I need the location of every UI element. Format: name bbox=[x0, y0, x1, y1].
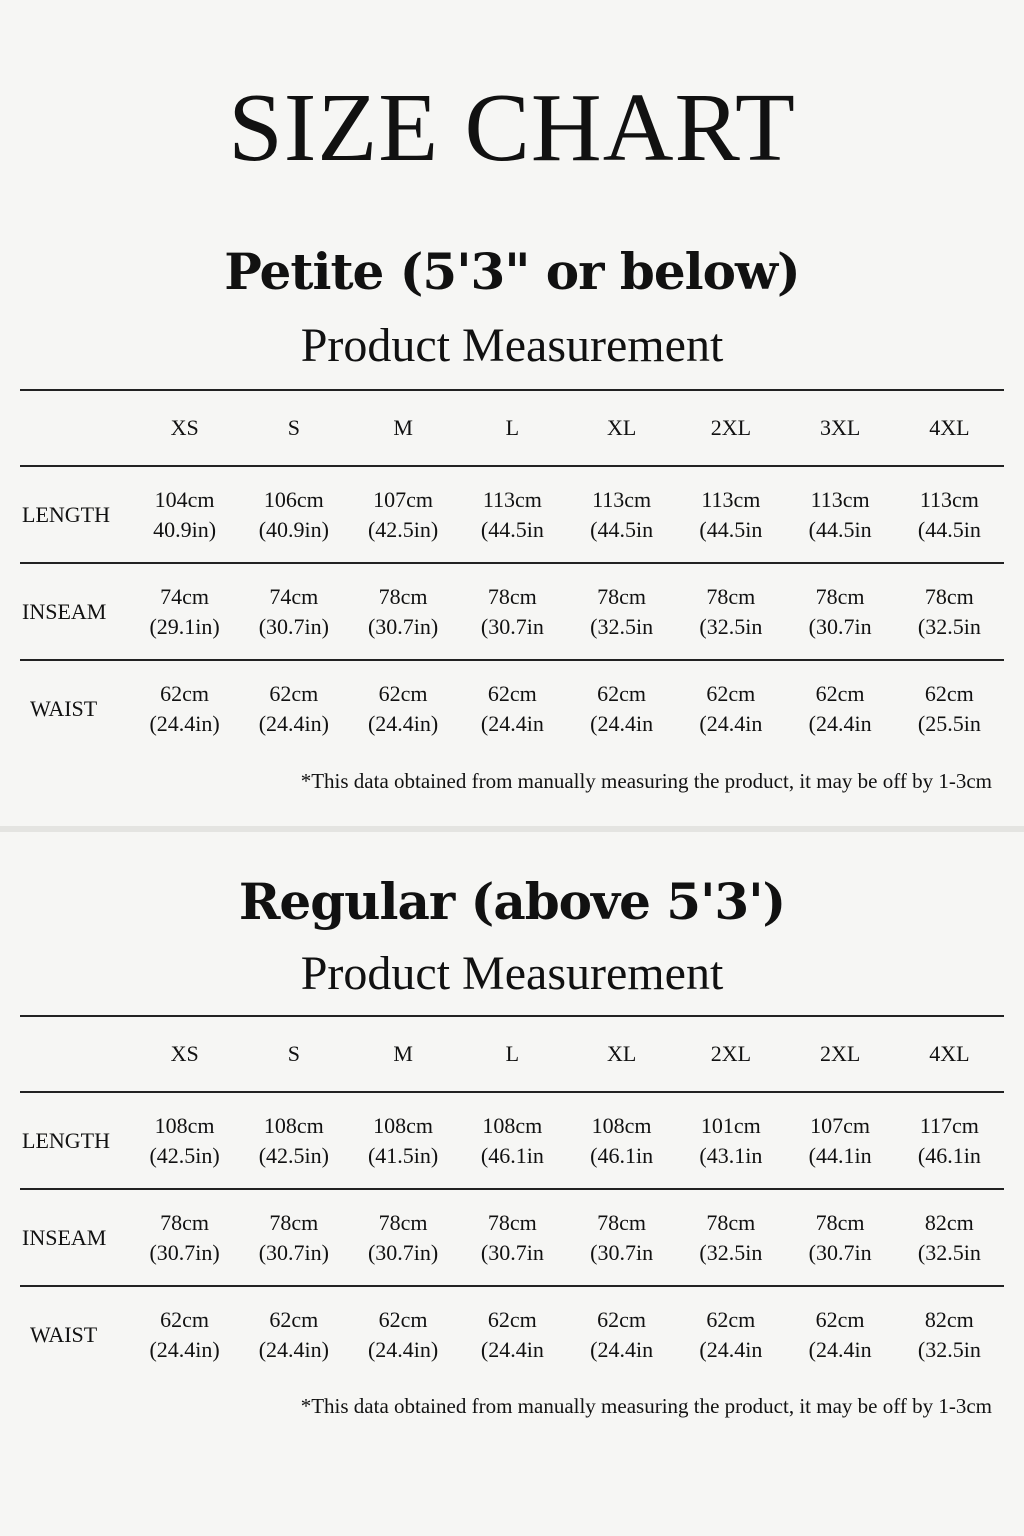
measurement-cell bbox=[786, 466, 895, 563]
size-header-m: M bbox=[393, 1041, 413, 1066]
table-header-row bbox=[20, 390, 1004, 466]
measurement-cell bbox=[895, 1189, 1004, 1286]
table-row-length bbox=[20, 1092, 1004, 1189]
measurement-cell bbox=[458, 466, 567, 563]
in-value: (40.9in) bbox=[258, 516, 329, 542]
cm-value: 78cm bbox=[706, 1209, 756, 1235]
table-row-inseam bbox=[20, 563, 1004, 660]
cm-value: 78cm bbox=[487, 583, 537, 609]
in-value: (42.5in) bbox=[367, 516, 439, 542]
petite-subheading: Product Measurement bbox=[300, 319, 724, 372]
size-header-4xl: 4XL bbox=[929, 1041, 970, 1066]
measurement-cell bbox=[349, 660, 458, 757]
in-value: (24.4in) bbox=[149, 711, 220, 736]
size-header-xl: XL bbox=[606, 1041, 637, 1066]
table-row-inseam bbox=[20, 1189, 1004, 1286]
in-value: (24.4in bbox=[590, 711, 654, 736]
cm-value: 62cm bbox=[378, 1307, 428, 1332]
in-value: (32.5in bbox=[917, 1239, 981, 1265]
table-row-length bbox=[20, 466, 1004, 563]
measurement-cell bbox=[676, 563, 785, 660]
measurement-cell bbox=[349, 1092, 458, 1189]
cm-value: 78cm bbox=[487, 1209, 537, 1235]
measurement-cell bbox=[676, 660, 785, 757]
cm-value: 62cm bbox=[487, 1307, 537, 1332]
measurement-cell bbox=[458, 1092, 567, 1189]
in-value: (24.4in) bbox=[367, 1337, 439, 1362]
regular-disclaimer: *This data obtained from manually measuring the product, it may be off by 1-3cm bbox=[300, 1394, 992, 1418]
measurement-cell bbox=[349, 466, 458, 563]
measurement-cell bbox=[567, 1286, 676, 1383]
cm-value: 78cm bbox=[924, 583, 974, 609]
measurement-cell bbox=[567, 563, 676, 660]
measurement-cell bbox=[458, 563, 567, 660]
size-header-4xl: 4XL bbox=[929, 415, 970, 440]
header-blank bbox=[20, 390, 130, 466]
cm-value: 82cm bbox=[924, 1209, 974, 1235]
cm-value: 82cm bbox=[924, 1307, 974, 1332]
measurement-cell bbox=[786, 1092, 895, 1189]
in-value: (30.7in) bbox=[367, 613, 439, 639]
in-value: (44.5in bbox=[480, 516, 544, 542]
cm-value: 62cm bbox=[269, 1307, 319, 1332]
row-label-length: LENGTH bbox=[22, 501, 110, 527]
measurement-cell bbox=[239, 466, 348, 563]
in-value: (44.5in bbox=[590, 516, 654, 542]
in-value: (30.7in) bbox=[258, 613, 329, 639]
cm-value: 107cm bbox=[373, 486, 434, 512]
measurement-cell bbox=[130, 660, 239, 757]
cm-value: 78cm bbox=[378, 1209, 428, 1235]
cm-value: 62cm bbox=[597, 1307, 647, 1332]
in-value: (32.5in bbox=[699, 1239, 763, 1265]
in-value: (42.5in) bbox=[149, 1142, 220, 1168]
in-value: (32.5in bbox=[917, 1337, 981, 1362]
in-value: (30.7in bbox=[480, 1239, 544, 1265]
cm-value: 108cm bbox=[482, 1112, 543, 1138]
measurement-cell bbox=[458, 660, 567, 757]
in-value: (41.5in) bbox=[367, 1142, 439, 1168]
cm-value: 108cm bbox=[263, 1112, 324, 1138]
measurement-cell bbox=[239, 1092, 348, 1189]
petite-size-table bbox=[20, 389, 1004, 757]
regular-section bbox=[0, 832, 1024, 1536]
row-label-waist: WAIST bbox=[30, 1322, 98, 1347]
in-value: (42.5in) bbox=[258, 1142, 329, 1168]
measurement-cell bbox=[676, 1189, 785, 1286]
measurement-cell bbox=[786, 660, 895, 757]
in-value: (24.4in bbox=[808, 1337, 872, 1362]
cm-value: 104cm bbox=[154, 486, 215, 512]
cm-value: 78cm bbox=[160, 1209, 210, 1235]
table-row-waist bbox=[20, 1286, 1004, 1383]
regular-heading: Regular (above 5'3') bbox=[238, 872, 786, 931]
measurement-cell bbox=[130, 1189, 239, 1286]
cm-value: 108cm bbox=[373, 1112, 434, 1138]
in-value: (24.4in) bbox=[258, 1337, 329, 1362]
in-value: (30.7in) bbox=[149, 1239, 220, 1265]
regular-subheading: Product Measurement bbox=[300, 947, 724, 1000]
in-value: (24.4in bbox=[808, 711, 872, 736]
cm-value: 74cm bbox=[269, 583, 319, 609]
in-value: (24.4in bbox=[590, 1337, 654, 1362]
in-value: (25.5in bbox=[917, 711, 981, 736]
measurement-cell bbox=[676, 1286, 785, 1383]
measurement-cell bbox=[676, 1092, 785, 1189]
cm-value: 113cm bbox=[810, 486, 870, 512]
measurement-cell bbox=[349, 1286, 458, 1383]
in-value: (30.7in bbox=[808, 613, 872, 639]
in-value: (30.7in bbox=[480, 613, 544, 639]
cm-value: 113cm bbox=[482, 486, 542, 512]
row-label-inseam: INSEAM bbox=[22, 1224, 107, 1250]
measurement-cell bbox=[895, 563, 1004, 660]
measurement-cell bbox=[786, 1286, 895, 1383]
measurement-cell bbox=[786, 1189, 895, 1286]
table-header-row bbox=[20, 1016, 1004, 1092]
size-header-m: M bbox=[393, 415, 413, 440]
cm-value: 62cm bbox=[160, 681, 210, 706]
page-title: SIZE CHART bbox=[228, 74, 796, 182]
in-value: (46.1in bbox=[590, 1142, 654, 1168]
cm-value: 62cm bbox=[269, 681, 319, 706]
measurement-cell bbox=[239, 660, 348, 757]
cm-value: 62cm bbox=[815, 1307, 865, 1332]
measurement-cell bbox=[567, 660, 676, 757]
measurement-cell bbox=[895, 660, 1004, 757]
cm-value: 62cm bbox=[597, 681, 647, 706]
size-header-s: S bbox=[287, 415, 300, 440]
in-value: (30.7in bbox=[590, 1239, 654, 1265]
cm-value: 62cm bbox=[706, 1307, 756, 1332]
in-value: (32.5in bbox=[699, 613, 763, 639]
measurement-cell bbox=[349, 1189, 458, 1286]
row-label-waist: WAIST bbox=[30, 696, 98, 721]
table-row-waist bbox=[20, 660, 1004, 757]
measurement-cell bbox=[567, 1189, 676, 1286]
size-header-xs: XS bbox=[170, 415, 199, 440]
cm-value: 74cm bbox=[160, 583, 210, 609]
in-value: (32.5in bbox=[590, 613, 654, 639]
measurement-cell bbox=[458, 1189, 567, 1286]
in-value: (46.1in bbox=[917, 1142, 981, 1168]
in-value: (30.7in) bbox=[367, 1239, 439, 1265]
size-header-xs: XS bbox=[170, 1041, 199, 1066]
in-value: (46.1in bbox=[480, 1142, 544, 1168]
cm-value: 62cm bbox=[924, 681, 974, 706]
cm-value: 108cm bbox=[154, 1112, 215, 1138]
row-label-length: LENGTH bbox=[22, 1127, 110, 1153]
in-value: (30.7in bbox=[808, 1239, 872, 1265]
in-value: (24.4in) bbox=[149, 1337, 220, 1362]
in-value: (24.4in bbox=[480, 711, 544, 736]
in-value: (24.4in bbox=[480, 1337, 544, 1362]
size-header-2xl-second: 2XL bbox=[819, 1041, 861, 1066]
measurement-cell bbox=[786, 563, 895, 660]
measurement-cell bbox=[676, 466, 785, 563]
measurement-cell bbox=[130, 466, 239, 563]
cm-value: 62cm bbox=[160, 1307, 210, 1332]
cm-value: 106cm bbox=[263, 486, 324, 512]
cm-value: 113cm bbox=[592, 486, 652, 512]
cm-value: 108cm bbox=[591, 1112, 652, 1138]
regular-size-table bbox=[20, 1015, 1004, 1383]
cm-value: 78cm bbox=[706, 583, 756, 609]
measurement-cell bbox=[895, 1286, 1004, 1383]
in-value: (44.5in bbox=[917, 516, 981, 542]
cm-value: 62cm bbox=[378, 681, 428, 706]
in-value: (44.5in bbox=[808, 516, 872, 542]
cm-value: 78cm bbox=[269, 1209, 319, 1235]
in-value: (44.5in bbox=[699, 516, 763, 542]
cm-value: 78cm bbox=[597, 583, 647, 609]
petite-disclaimer: *This data obtained from manually measuring the product, it may be off by 1-3cm bbox=[300, 769, 992, 793]
in-value: (24.4in) bbox=[367, 711, 439, 736]
measurement-cell bbox=[567, 1092, 676, 1189]
size-header-l: L bbox=[505, 1041, 520, 1066]
size-header-2xl: 2XL bbox=[710, 1041, 752, 1066]
cm-value: 78cm bbox=[815, 583, 865, 609]
in-value: (44.1in bbox=[808, 1142, 872, 1168]
header-blank bbox=[20, 1016, 130, 1092]
cm-value: 117cm bbox=[919, 1112, 979, 1138]
size-header-l: L bbox=[505, 415, 520, 440]
cm-value: 107cm bbox=[810, 1112, 871, 1138]
in-value: (24.4in bbox=[699, 711, 763, 736]
in-value: (32.5in bbox=[917, 613, 981, 639]
cm-value: 78cm bbox=[378, 583, 428, 609]
measurement-cell bbox=[130, 1092, 239, 1189]
in-value: (43.1in bbox=[699, 1142, 763, 1168]
cm-value: 113cm bbox=[919, 486, 979, 512]
petite-heading: Petite (5'3" or below) bbox=[224, 242, 800, 301]
cm-value: 78cm bbox=[597, 1209, 647, 1235]
row-label-inseam: INSEAM bbox=[22, 598, 107, 624]
size-header-s: S bbox=[287, 1041, 300, 1066]
cm-value: 113cm bbox=[701, 486, 761, 512]
size-header-3xl: 3XL bbox=[819, 415, 861, 440]
in-value: (24.4in bbox=[699, 1337, 763, 1362]
cm-value: 62cm bbox=[815, 681, 865, 706]
cm-value: 62cm bbox=[706, 681, 756, 706]
measurement-cell bbox=[567, 466, 676, 563]
cm-value: 62cm bbox=[487, 681, 537, 706]
measurement-cell bbox=[239, 563, 348, 660]
measurement-cell bbox=[349, 563, 458, 660]
measurement-cell bbox=[895, 466, 1004, 563]
measurement-cell bbox=[458, 1286, 567, 1383]
measurement-cell bbox=[130, 1286, 239, 1383]
measurement-cell bbox=[895, 1092, 1004, 1189]
cm-value: 78cm bbox=[815, 1209, 865, 1235]
size-header-xl: XL bbox=[606, 415, 637, 440]
in-value: (30.7in) bbox=[258, 1239, 329, 1265]
in-value: (29.1in) bbox=[149, 613, 220, 639]
cm-value: 101cm bbox=[700, 1112, 761, 1138]
measurement-cell bbox=[130, 563, 239, 660]
measurement-cell bbox=[239, 1286, 348, 1383]
size-header-2xl: 2XL bbox=[710, 415, 752, 440]
in-value: (24.4in) bbox=[258, 711, 329, 736]
measurement-cell bbox=[239, 1189, 348, 1286]
in-value: 40.9in) bbox=[153, 516, 217, 542]
